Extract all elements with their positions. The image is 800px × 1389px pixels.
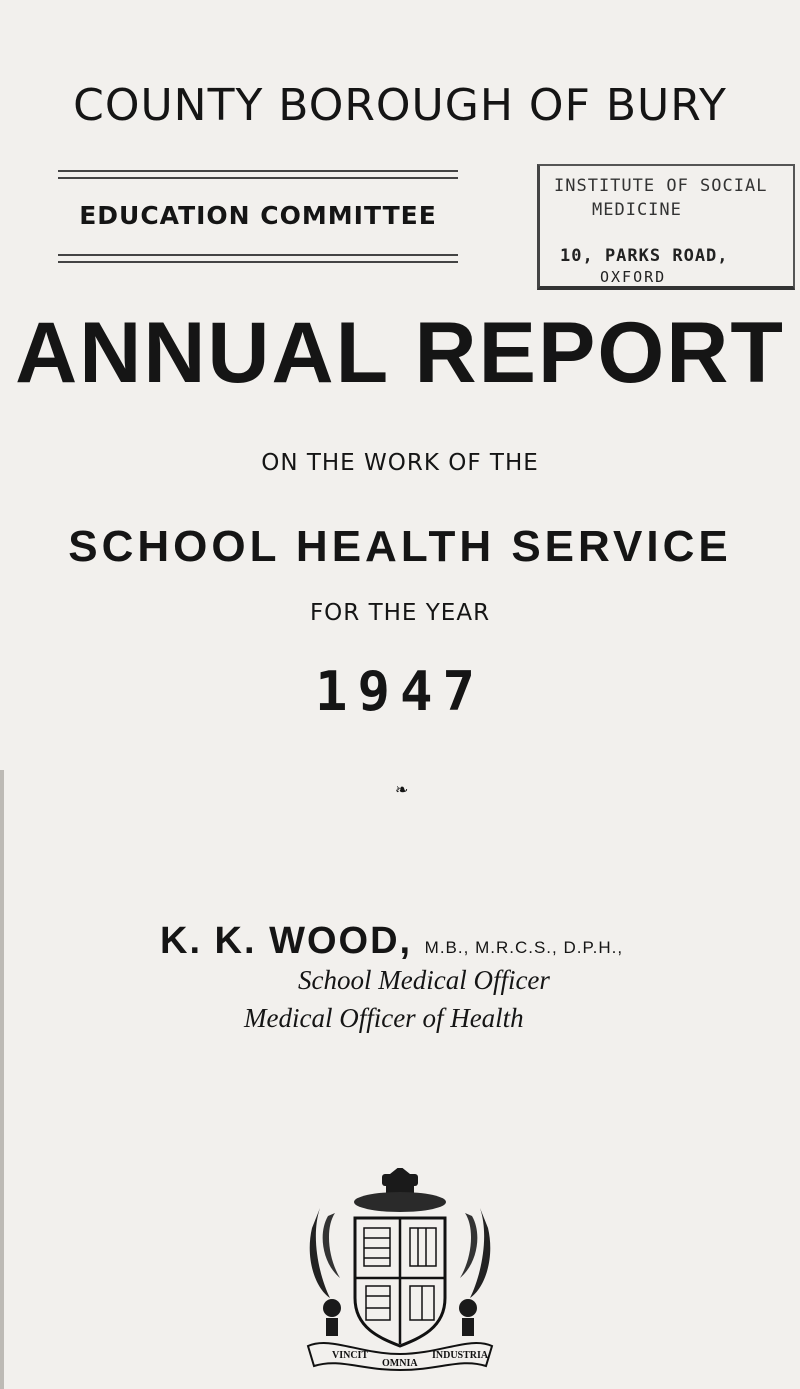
stamp-medicine: MEDICINE bbox=[592, 200, 682, 220]
top-double-rule bbox=[58, 170, 458, 184]
stamp-city: OXFORD bbox=[600, 268, 667, 286]
motto-left: VINCIT bbox=[332, 1350, 369, 1361]
rule-line bbox=[58, 254, 458, 256]
officer-name-line bbox=[160, 920, 623, 963]
motto-right: INDUSTRIA bbox=[432, 1350, 489, 1361]
rule-line bbox=[58, 170, 458, 172]
service-title: SCHOOL HEALTH SERVICE bbox=[68, 522, 732, 571]
report-year: 1947 bbox=[314, 660, 486, 723]
borough-title: COUNTY BOROUGH OF BURY bbox=[73, 80, 727, 131]
motto-middle: OMNIA bbox=[382, 1358, 418, 1369]
bottom-double-rule bbox=[58, 254, 458, 268]
for-the-year: FOR THE YEAR bbox=[309, 600, 491, 626]
subtitle-on-work: ON THE WORK OF THE bbox=[261, 450, 539, 476]
officer-role-health: Medical Officer of Health bbox=[244, 1003, 524, 1033]
rule-line bbox=[58, 177, 458, 179]
officer-qualifications: M.B., M.R.C.S., D.P.H., bbox=[424, 938, 624, 957]
stamp-institute: INSTITUTE OF SOCIAL bbox=[554, 176, 768, 196]
page-edge-shadow bbox=[0, 770, 4, 1389]
fleuron-icon: ❧ bbox=[395, 780, 409, 799]
rule-line bbox=[58, 261, 458, 263]
officer-name: K. K. WOOD, bbox=[160, 920, 413, 962]
borough-crest-icon bbox=[300, 1168, 500, 1373]
stamp-address: 10, PARKS ROAD, bbox=[560, 246, 729, 266]
officer-role-school: School Medical Officer bbox=[298, 965, 550, 995]
committee-title: EDUCATION COMMITTEE bbox=[79, 201, 437, 230]
library-stamp bbox=[537, 164, 795, 290]
report-title: ANNUAL REPORT bbox=[15, 305, 785, 401]
